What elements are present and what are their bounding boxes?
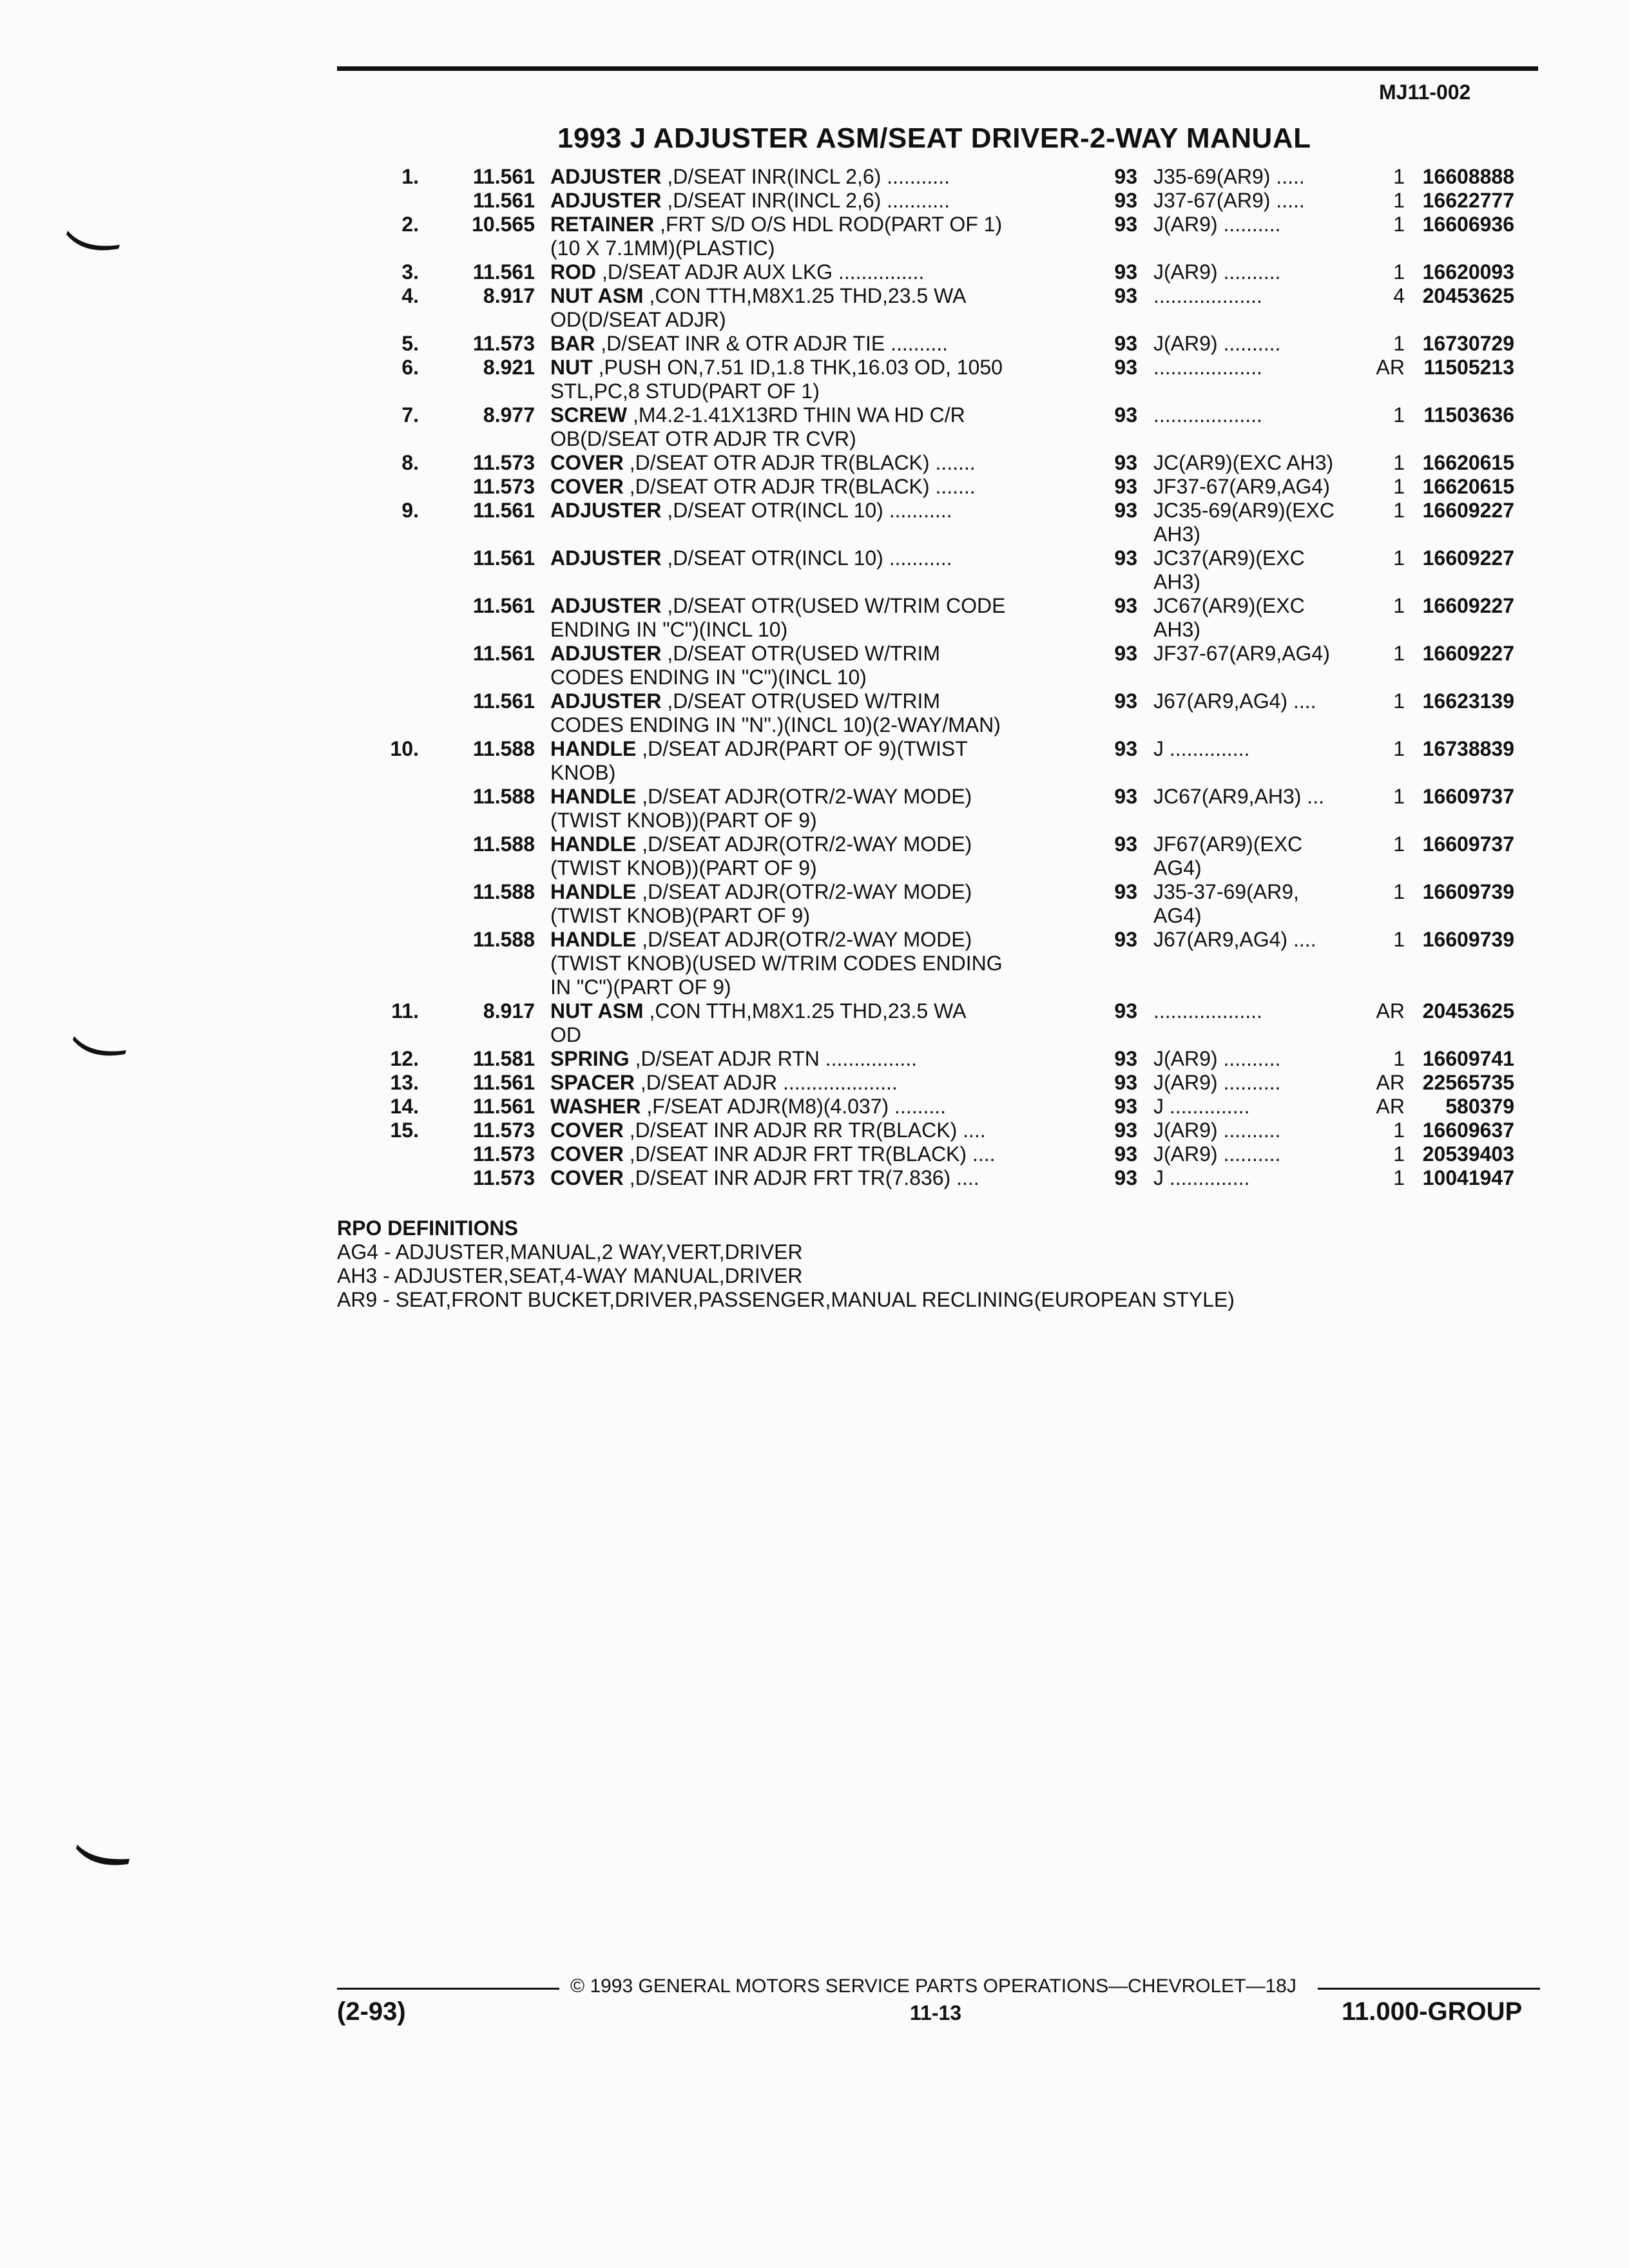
table-row <box>361 1047 1547 1071</box>
model-usage: J35-37-69(AR9, AG4) <box>1153 880 1299 927</box>
quantity: 1 <box>1393 1166 1405 1189</box>
table-row <box>361 594 1547 642</box>
table-row <box>361 213 1547 260</box>
quantity: 1 <box>1393 189 1405 212</box>
part-detail: ,D/SEAT INR & OTR ADJR TIE .......... <box>595 332 948 355</box>
part-number: 16609739 <box>1422 880 1514 903</box>
year: 93 <box>1114 332 1137 355</box>
model-usage: JC67(AR9,AH3) ... <box>1153 785 1324 808</box>
year: 93 <box>1114 475 1137 498</box>
group-number: 11.573 <box>472 332 535 355</box>
year: 93 <box>1114 880 1137 903</box>
description <box>550 260 1066 284</box>
ref-number: 3. <box>401 260 419 284</box>
part-number: 10041947 <box>1422 1166 1514 1189</box>
part-name: HANDLE <box>550 880 637 903</box>
part-number: 16730729 <box>1422 332 1514 355</box>
part-detail: ,D/SEAT INR ADJR FRT TR(7.836) .... <box>623 1166 979 1189</box>
part-number: 20453625 <box>1422 284 1514 307</box>
quantity: 1 <box>1393 475 1405 498</box>
binder-punch-mark <box>64 226 122 258</box>
ref-number: 12. <box>390 1047 419 1070</box>
table-row <box>361 832 1547 880</box>
model-usage: JF37-67(AR9,AG4) <box>1153 475 1330 498</box>
quantity: 4 <box>1393 284 1405 307</box>
group-number: 11.561 <box>472 165 535 188</box>
table-row <box>361 1071 1547 1095</box>
part-number: 580379 <box>1445 1095 1514 1118</box>
table-row <box>361 880 1547 928</box>
ref-number: 8. <box>401 451 419 474</box>
group-number: 8.917 <box>483 999 535 1023</box>
group-number: 11.588 <box>472 737 535 760</box>
ref-number: 5. <box>401 332 419 355</box>
description <box>550 332 1066 356</box>
year: 93 <box>1114 928 1137 951</box>
footer-date: (2-93) <box>337 1997 406 2026</box>
year: 93 <box>1114 1166 1137 1189</box>
part-detail: ,D/SEAT INR ADJR RR TR(BLACK) .... <box>623 1119 986 1142</box>
description <box>550 475 1066 499</box>
part-detail: ,CON TTH,M8X1.25 THD,23.5 WA OD <box>550 999 967 1046</box>
part-detail: ,F/SEAT ADJR(M8)(4.037) ......... <box>641 1095 947 1118</box>
quantity: 1 <box>1393 451 1405 474</box>
part-detail: ,D/SEAT ADJR AUX LKG ............... <box>596 260 925 284</box>
quantity: AR <box>1376 1071 1405 1094</box>
group-number: 8.921 <box>483 356 535 379</box>
binder-punch-mark <box>71 1031 129 1063</box>
description <box>550 737 1066 785</box>
description <box>550 1142 1066 1166</box>
description <box>550 642 1066 689</box>
year: 93 <box>1114 356 1137 379</box>
table-row <box>361 356 1547 403</box>
footer-group: 11.000-GROUP <box>1342 1997 1523 2026</box>
part-name: SCREW <box>550 403 628 427</box>
year: 93 <box>1114 1119 1137 1142</box>
description <box>550 546 1066 570</box>
part-detail: ,D/SEAT INR ADJR FRT TR(BLACK) .... <box>623 1142 996 1166</box>
model-usage: J(AR9) .......... <box>1153 260 1281 284</box>
description <box>550 785 1066 832</box>
ref-number: 11. <box>391 999 419 1023</box>
part-number: 11503636 <box>1423 403 1514 427</box>
table-row <box>361 546 1547 594</box>
table-row <box>361 928 1547 999</box>
model-usage: J .............. <box>1153 737 1250 760</box>
ref-number: 4. <box>401 284 419 307</box>
part-name: ADJUSTER <box>550 165 662 188</box>
part-name: HANDLE <box>550 928 637 951</box>
rpo-line: AR9 - SEAT,FRONT BUCKET,DRIVER,PASSENGER,MANUAL RECLINING(EUROPEAN STYLE) <box>337 1288 1235 1311</box>
part-detail: ,D/SEAT OTR ADJR TR(BLACK) ....... <box>623 451 976 474</box>
group-number: 11.573 <box>472 475 535 498</box>
description <box>550 928 1066 999</box>
year: 93 <box>1114 1142 1137 1166</box>
description <box>550 1166 1066 1190</box>
quantity: 1 <box>1393 332 1405 355</box>
top-rule <box>337 66 1538 71</box>
part-number: 16620615 <box>1422 451 1514 474</box>
ref-number: 6. <box>401 356 419 379</box>
description <box>550 284 1066 332</box>
part-detail: ,M4.2-1.41X13RD THIN WA HD C/R OB(D/SEAT OTR ADJR TR CVR) <box>550 403 965 450</box>
table-row <box>361 189 1547 213</box>
table-row <box>361 1142 1547 1166</box>
table-row <box>361 689 1547 737</box>
part-detail: ,D/SEAT OTR(INCL 10) ........... <box>661 546 952 570</box>
part-detail: ,D/SEAT ADJR(PART OF 9)(TWIST KNOB) <box>550 737 968 784</box>
group-number: 10.565 <box>472 213 535 236</box>
part-number: 16609227 <box>1422 594 1514 617</box>
part-name: ADJUSTER <box>550 642 662 665</box>
description <box>550 832 1066 880</box>
table-row <box>361 1119 1547 1142</box>
model-usage: JC(AR9)(EXC AH3) <box>1153 451 1334 474</box>
part-number: 16609637 <box>1422 1119 1514 1142</box>
part-number: 11505213 <box>1423 356 1514 379</box>
quantity: 1 <box>1393 1047 1405 1070</box>
year: 93 <box>1114 284 1137 307</box>
quantity: AR <box>1376 1095 1405 1118</box>
model-usage: J(AR9) .......... <box>1153 332 1281 355</box>
part-number: 16620093 <box>1422 260 1514 284</box>
year: 93 <box>1114 642 1137 665</box>
group-number: 11.581 <box>472 1047 535 1070</box>
description <box>550 1119 1066 1142</box>
group-number: 11.573 <box>472 1142 535 1166</box>
year: 93 <box>1114 189 1137 212</box>
part-name: WASHER <box>550 1095 641 1118</box>
year: 93 <box>1114 1071 1137 1094</box>
year: 93 <box>1114 1095 1137 1118</box>
ref-number: 1. <box>401 165 419 188</box>
part-detail: ,D/SEAT INR(INCL 2,6) ........... <box>661 165 950 188</box>
model-usage: JC35-69(AR9)(EXC AH3) <box>1153 499 1335 546</box>
part-detail: ,D/SEAT ADJR(OTR/2-WAY MODE) (TWIST KNOB))(PART OF 9) <box>550 785 972 832</box>
part-detail: ,D/SEAT OTR ADJR TR(BLACK) ....... <box>623 475 976 498</box>
ref-number: 13. <box>390 1071 419 1094</box>
table-row <box>361 332 1547 356</box>
part-name: HANDLE <box>550 832 637 856</box>
description <box>550 1071 1066 1095</box>
table-row <box>361 260 1547 284</box>
part-detail: ,D/SEAT INR(INCL 2,6) ........... <box>661 189 950 212</box>
page-number: 11-13 <box>910 2001 962 2024</box>
description <box>550 189 1066 213</box>
model-usage: ................... <box>1153 356 1262 379</box>
part-name: HANDLE <box>550 737 637 760</box>
group-number: 11.573 <box>472 1166 535 1189</box>
year: 93 <box>1114 594 1137 617</box>
part-detail: ,D/SEAT ADJR RTN ................ <box>629 1047 917 1070</box>
part-name: RETAINER <box>550 213 655 236</box>
group-number: 11.588 <box>472 832 535 856</box>
year: 93 <box>1114 403 1137 427</box>
year: 93 <box>1114 785 1137 808</box>
year: 93 <box>1114 499 1137 522</box>
quantity: 1 <box>1393 737 1405 760</box>
description <box>550 999 1066 1047</box>
description <box>550 880 1066 928</box>
table-row <box>361 999 1547 1047</box>
model-usage: JC67(AR9)(EXC AH3) <box>1153 594 1305 641</box>
table-row <box>361 785 1547 832</box>
year: 93 <box>1114 1047 1137 1070</box>
rpo-line: AG4 - ADJUSTER,MANUAL,2 WAY,VERT,DRIVER <box>337 1240 803 1264</box>
model-usage: J(AR9) .......... <box>1153 1119 1281 1142</box>
part-name: ADJUSTER <box>550 546 662 570</box>
description <box>550 165 1066 189</box>
year: 93 <box>1114 260 1137 284</box>
part-number: 16620615 <box>1422 475 1514 498</box>
part-name: ADJUSTER <box>550 189 662 212</box>
model-usage: J37-67(AR9) ..... <box>1153 189 1305 212</box>
part-name: SPACER <box>550 1071 635 1094</box>
group-number: 11.561 <box>472 642 535 665</box>
quantity: 1 <box>1393 1119 1405 1142</box>
doc-code: MJ11-002 <box>1379 81 1471 104</box>
part-detail: ,D/SEAT ADJR .................... <box>634 1071 898 1094</box>
page-title: 1993 J ADJUSTER ASM/SEAT DRIVER-2-WAY MANUAL <box>557 122 1311 154</box>
part-name: NUT ASM <box>550 284 644 307</box>
binder-punch-mark <box>74 1840 132 1872</box>
description <box>550 689 1066 737</box>
part-number: 16609739 <box>1422 928 1514 951</box>
part-number: 22565735 <box>1422 1071 1514 1094</box>
part-name: BAR <box>550 332 595 355</box>
part-number: 16609227 <box>1422 546 1514 570</box>
footer-rule <box>337 1988 559 1990</box>
part-detail: ,D/SEAT ADJR(OTR/2-WAY MODE) (TWIST KNOB))(PART OF 9) <box>550 832 972 879</box>
table-row <box>361 284 1547 332</box>
part-name: ADJUSTER <box>550 594 662 617</box>
group-number: 11.588 <box>472 928 535 951</box>
description <box>550 1095 1066 1119</box>
part-detail: ,D/SEAT OTR(INCL 10) ........... <box>661 499 952 522</box>
rpo-line: AH3 - ADJUSTER,SEAT,4-WAY MANUAL,DRIVER <box>337 1264 803 1287</box>
quantity: AR <box>1376 356 1405 379</box>
part-number: 16623139 <box>1422 689 1514 713</box>
quantity: 1 <box>1393 928 1405 951</box>
part-name: NUT <box>550 356 593 379</box>
group-number: 11.561 <box>472 594 535 617</box>
part-number: 20453625 <box>1422 999 1514 1023</box>
part-detail: ,PUSH ON,7.51 ID,1.8 THK,16.03 OD, 1050 STL,PC,8 STUD(PART OF 1) <box>550 356 1003 403</box>
model-usage: J(AR9) .......... <box>1153 1047 1281 1070</box>
part-name: NUT ASM <box>550 999 644 1023</box>
table-row <box>361 642 1547 689</box>
table-row <box>361 1166 1547 1190</box>
quantity: 1 <box>1393 213 1405 236</box>
group-number: 11.588 <box>472 880 535 903</box>
description <box>550 403 1066 451</box>
footer-rule <box>1318 1988 1540 1990</box>
quantity: 1 <box>1393 594 1405 617</box>
model-usage: J67(AR9,AG4) .... <box>1153 689 1316 713</box>
group-number: 11.561 <box>472 189 535 212</box>
year: 93 <box>1114 165 1137 188</box>
group-number: 8.917 <box>483 284 535 307</box>
group-number: 11.561 <box>472 689 535 713</box>
rpo-heading: RPO DEFINITIONS <box>337 1216 518 1240</box>
part-detail: ,D/SEAT OTR(USED W/TRIM CODE ENDING IN "C")(INCL 10) <box>550 594 1006 641</box>
year: 93 <box>1114 213 1137 236</box>
table-row <box>361 1095 1547 1119</box>
quantity: 1 <box>1393 260 1405 284</box>
ref-number: 9. <box>401 499 419 522</box>
part-name: ADJUSTER <box>550 499 662 522</box>
model-usage: J(AR9) .......... <box>1153 213 1281 236</box>
part-name: COVER <box>550 475 624 498</box>
quantity: AR <box>1376 999 1405 1023</box>
ref-number: 10. <box>390 737 419 760</box>
description <box>550 499 1066 523</box>
part-name: COVER <box>550 1142 624 1166</box>
part-name: ADJUSTER <box>550 689 662 713</box>
model-usage: J35-69(AR9) ..... <box>1153 165 1305 188</box>
description <box>550 451 1066 475</box>
quantity: 1 <box>1393 546 1405 570</box>
part-name: HANDLE <box>550 785 637 808</box>
part-number: 16609737 <box>1422 832 1514 856</box>
parts-table <box>361 165 1547 1190</box>
part-number: 16609737 <box>1422 785 1514 808</box>
part-name: COVER <box>550 451 624 474</box>
model-usage: J(AR9) .......... <box>1153 1142 1281 1166</box>
group-number: 11.561 <box>472 260 535 284</box>
group-number: 11.561 <box>472 1095 535 1118</box>
part-detail: ,D/SEAT OTR(USED W/TRIM CODES ENDING IN "C")(INCL 10) <box>550 642 941 689</box>
group-number: 8.977 <box>483 403 535 427</box>
model-usage: JF37-67(AR9,AG4) <box>1153 642 1330 665</box>
description <box>550 356 1066 403</box>
model-usage: ................... <box>1153 284 1262 307</box>
model-usage: ................... <box>1153 999 1262 1023</box>
part-name: SPRING <box>550 1047 630 1070</box>
model-usage: ................... <box>1153 403 1262 427</box>
part-name: COVER <box>550 1119 624 1142</box>
table-row <box>361 165 1547 189</box>
quantity: 1 <box>1393 880 1405 903</box>
part-detail: ,D/SEAT ADJR(OTR/2-WAY MODE) (TWIST KNOB)(USED W/TRIM CODES ENDING IN "C")(PART OF 9) <box>550 928 1003 999</box>
part-detail: ,CON TTH,M8X1.25 THD,23.5 WA OD(D/SEAT ADJR) <box>550 284 967 331</box>
quantity: 1 <box>1393 785 1405 808</box>
description <box>550 1047 1066 1071</box>
model-usage: J67(AR9,AG4) .... <box>1153 928 1316 951</box>
quantity: 1 <box>1393 1142 1405 1166</box>
model-usage: JC37(AR9)(EXC AH3) <box>1153 546 1305 593</box>
year: 93 <box>1114 546 1137 570</box>
part-number: 16608888 <box>1422 165 1514 188</box>
quantity: 1 <box>1393 832 1405 856</box>
table-row <box>361 499 1547 546</box>
part-detail: ,D/SEAT OTR(USED W/TRIM CODES ENDING IN "N".)(INCL 10)(2-WAY/MAN) <box>550 689 1001 736</box>
year: 93 <box>1114 689 1137 713</box>
table-row <box>361 451 1547 475</box>
quantity: 1 <box>1393 499 1405 522</box>
model-usage: J .............. <box>1153 1095 1250 1118</box>
part-number: 16622777 <box>1422 189 1514 212</box>
part-detail: ,D/SEAT ADJR(OTR/2-WAY MODE) (TWIST KNOB)(PART OF 9) <box>550 880 972 927</box>
group-number: 11.588 <box>472 785 535 808</box>
year: 93 <box>1114 737 1137 760</box>
model-usage: J .............. <box>1153 1166 1250 1189</box>
part-number: 16609227 <box>1422 642 1514 665</box>
group-number: 11.573 <box>472 451 535 474</box>
part-name: COVER <box>550 1166 624 1189</box>
ref-number: 15. <box>390 1119 419 1142</box>
description <box>550 594 1066 642</box>
model-usage: J(AR9) .......... <box>1153 1071 1281 1094</box>
rpo-definitions <box>337 1216 1235 1312</box>
quantity: 1 <box>1393 689 1405 713</box>
part-number: 16738839 <box>1422 737 1514 760</box>
year: 93 <box>1114 832 1137 856</box>
quantity: 1 <box>1393 165 1405 188</box>
group-number: 11.573 <box>472 1119 535 1142</box>
model-usage: JF67(AR9)(EXC AG4) <box>1153 832 1303 879</box>
table-row <box>361 475 1547 499</box>
part-name: ROD <box>550 260 597 284</box>
table-row <box>361 737 1547 785</box>
year: 93 <box>1114 999 1137 1023</box>
group-number: 11.561 <box>472 499 535 522</box>
part-number: 20539403 <box>1422 1142 1514 1166</box>
group-number: 11.561 <box>472 1071 535 1094</box>
part-number: 16609227 <box>1422 499 1514 522</box>
quantity: 1 <box>1393 403 1405 427</box>
ref-number: 2. <box>401 213 419 236</box>
part-detail: ,FRT S/D O/S HDL ROD(PART OF 1) (10 X 7.1MM)(PLASTIC) <box>550 213 1003 260</box>
description <box>550 213 1066 260</box>
group-number: 11.561 <box>472 546 535 570</box>
quantity: 1 <box>1393 642 1405 665</box>
table-row <box>361 403 1547 451</box>
ref-number: 14. <box>390 1095 419 1118</box>
ref-number: 7. <box>401 403 419 427</box>
year: 93 <box>1114 451 1137 474</box>
part-number: 16609741 <box>1422 1047 1514 1070</box>
copyright-text: © 1993 GENERAL MOTORS SERVICE PARTS OPERATIONS—CHEVROLET—18J <box>570 1975 1296 1997</box>
part-number: 16606936 <box>1422 213 1514 236</box>
